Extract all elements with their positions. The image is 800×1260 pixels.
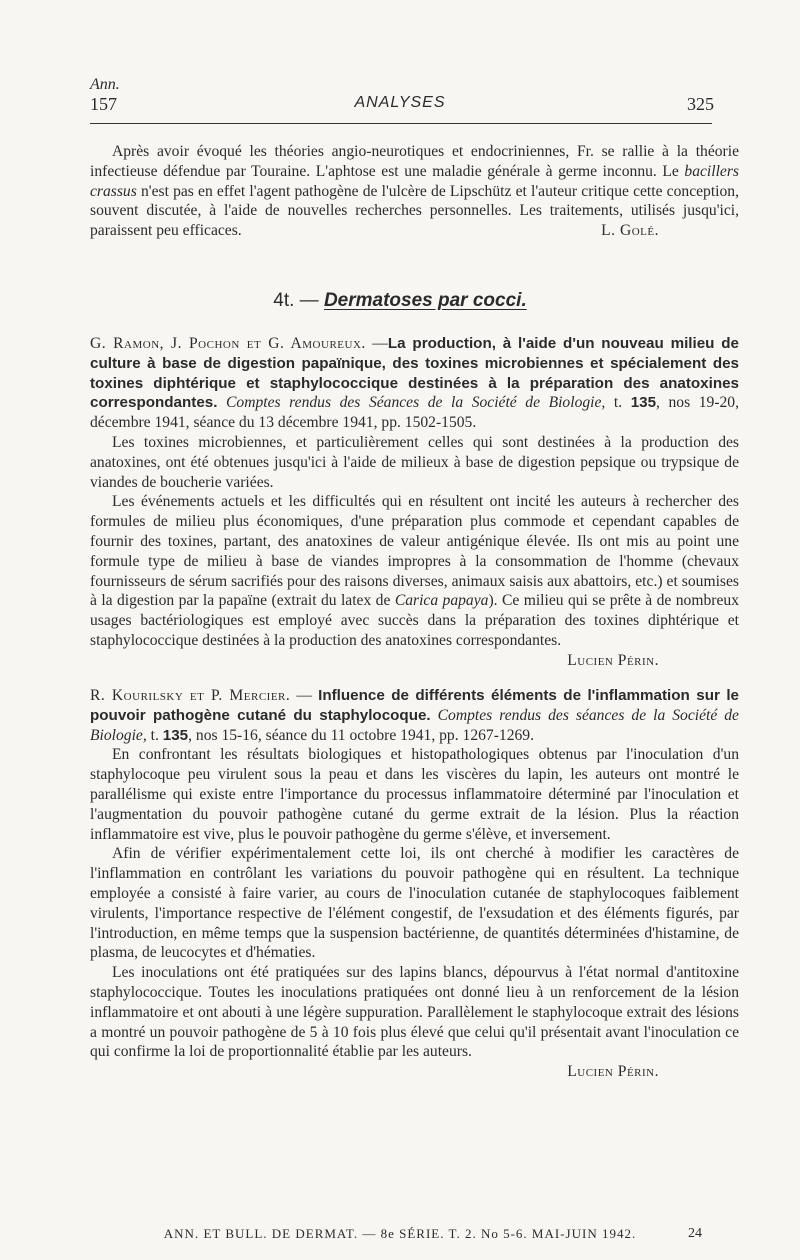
article-1-paragraph-1: Les toxines microbiennes, et particulièrement celles qui sont destinées à la production des anatoxines, ont été obtenues jusqu'ici à l'aide de milieux à base de digestion pepsique ou trypsique de viandes de boucherie variées. bbox=[90, 433, 739, 491]
intro-text: Après avoir évoqué les théories angio-neurotiques et endocriniennes, Fr. se rallie à la théorie infectieuse défendue par Touraine. L'aphtose est une maladie générale à germe inconnu. Le bbox=[90, 143, 739, 180]
section-heading bbox=[0, 290, 800, 312]
article-1-ref-rest: , nos 19-20, décembre 1941, séance du 13 décembre 1941, pp. 1502-1505. bbox=[90, 394, 739, 432]
article-1-volume: 135 bbox=[630, 394, 657, 412]
section-title: Dermatoses par cocci. bbox=[323, 290, 527, 311]
article-1-ref-prefix: t. bbox=[605, 394, 631, 412]
article-1-paragraph-2-text: Les événements actuels et les difficultés qui en résultent ont incité les auteurs à rechercher des formules de milieu plus économiques, d'une préparation plus commode et cependant capables de fournir des toxines, partant, des anatoxines de valeur antigénique élevée. Ils ont mis au point une formule type de milieu à base de viandes impropres à la consommation de l'homme (chevaux fournisseurs de sérum sacrifiés pour des raisons diverses, animaux saisis aux abattoirs, etc.) et soumises à la digestion par la papaïne (extrait du latex de bbox=[90, 493, 739, 610]
article-1-title: La production, à l'aide d'un nouveau milieu de culture à base de digestion papaïnique, des toxines microbiennes et spécialement des toxines diphtérique et staphylococcique destinées à la préparation des anatoxines correspondantes. bbox=[90, 335, 739, 412]
running-head: ANALYSES bbox=[354, 94, 446, 111]
article-2 bbox=[90, 686, 739, 1082]
intro-italic-term: bacillers crassus bbox=[90, 162, 739, 200]
intro-signature: L. Golé. bbox=[601, 222, 659, 240]
article-1 bbox=[90, 334, 739, 671]
article-1-dash: — bbox=[365, 335, 388, 352]
article-1-authors: G. Ramon, J. Pochon et G. Amoureux. bbox=[90, 335, 366, 352]
article-1-signature: Lucien Périn. bbox=[567, 651, 659, 669]
article-1-paragraph-2-end: ). Ce milieu qui se prête à de nombreux usages bactériologiques est employé avec succès dans la préparation des toxines diphtérique et staphylococcique destinées à la production des anatoxines correspondantes. bbox=[90, 592, 739, 649]
article-2-signature: Lucien Périn. bbox=[567, 1063, 659, 1081]
article-2-dash: — bbox=[290, 687, 319, 704]
article-2-reference bbox=[90, 686, 739, 745]
intro-block bbox=[90, 142, 739, 241]
article-1-source: Comptes rendus des Séances de la Société de Biologie, bbox=[217, 394, 606, 412]
article-1-paragraph-2 bbox=[90, 492, 739, 669]
article-2-paragraph-3: Les inoculations ont été pratiquées sur des lapins blancs, dépourvus à l'état normal d'antitoxine staphylococcique. Toutes les inoculations pratiquées ont donné lieu à un renforcement de la lésion inflammatoire et ont abouti à une légère suppuration. Parallèlement le staphylocoque extrait des lésions a montré un pouvoir pathogène de 5 à 10 fois plus élevé que celui qu'il présentait avant l'inoculation ce qui confirme la loi de proportionnalité établie par les auteurs. bbox=[90, 964, 739, 1061]
header-rule bbox=[90, 123, 712, 124]
article-2-title: Influence de différents éléments de l'inflammation sur le pouvoir pathogène cutané du staphylocoque. bbox=[90, 687, 739, 724]
article-2-ref-prefix: t. bbox=[146, 726, 163, 744]
article-2-source: Comptes rendus des séances de la Société de Biologie, bbox=[90, 706, 739, 744]
article-2-paragraph-1: En confrontant les résultats biologiques et histopathologiques obtenus par l'inoculation d'un staphylocoque peu virulent sous la peau et dans les viscères du lapin, les auteurs ont montré le parallélisme qui existe entre l'importance du processus inflammatoire déterminé par l'inoculation et l'augmentation du pouvoir pathogène cutané du germe extrait de la lésion. Plus la réaction inflammatoire est vive, plus le pouvoir pathogène du germe s'élève, et inversement. bbox=[90, 746, 739, 843]
journal-abbrev: Ann. bbox=[90, 76, 120, 93]
article-1-species: Carica papaya bbox=[394, 592, 489, 610]
article-2-paragraph-2: Afin de vérifier expérimentalement cette loi, ils ont cherché à modifier les caractères de l'inflammation en contrôlant les variations du pouvoir pathogène qui en résultent. La technique employée a consisté à faire varier, au cours de l'inoculation cutanée de staphylocoques faiblement virulents, l'importance respective de l'élément congestif, de l'exsudation et des éléments figurés, par l'introduction, en même temps que la suspension bactérienne, de quantités déterminées d'histamine, de plasma, de leucocytes et d'hématies. bbox=[90, 845, 739, 962]
intro-paragraph bbox=[90, 142, 739, 241]
article-2-volume: 135 bbox=[162, 726, 189, 744]
intro-text-end: n'est pas en effet l'agent pathogène de l'ulcère de Lipschütz et l'auteur critique cette conception, souvent discutée, à l'aide de nouvelles recherches personnelles. Les traitements, utilisés jusqu'ici, paraissent peu efficaces. bbox=[90, 182, 739, 240]
footer-citation: ANN. ET BULL. DE DERMAT. — 8e SÉRIE. T. 2. No 5-6. MAI-JUIN 1942. bbox=[163, 1226, 637, 1241]
volume-ref: 157 bbox=[90, 94, 117, 114]
page-number: 325 bbox=[687, 94, 714, 114]
footer-sheet-number: 24 bbox=[688, 1226, 702, 1241]
section-number: 4t. — bbox=[273, 290, 324, 311]
article-2-authors: R. Kourilsky et P. Mercier. bbox=[90, 687, 291, 704]
article-1-reference bbox=[90, 334, 739, 433]
article-2-ref-rest: , nos 15-16, séance du 11 octobre 1941, pp. 1267-1269. bbox=[188, 726, 534, 744]
